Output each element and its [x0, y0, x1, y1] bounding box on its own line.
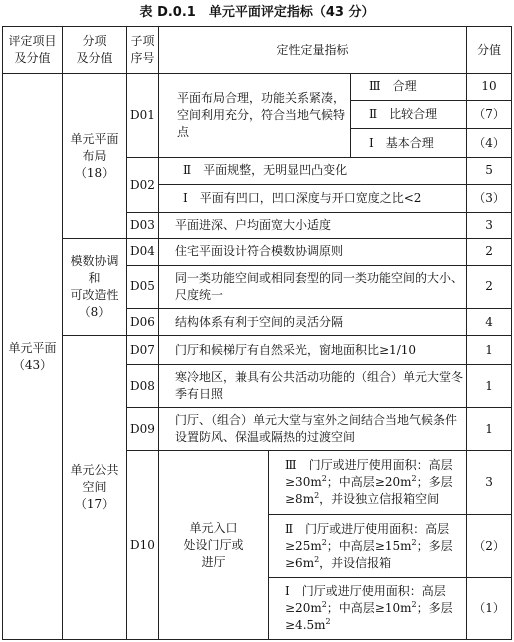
d06-id: D06 [127, 308, 159, 336]
item-cell: 单元平面 （43） [3, 74, 63, 640]
d03-text: 平面进深、户均面宽大小适度 [159, 213, 467, 239]
d06-text: 结构体系有利于空间的灵活分隔 [159, 308, 467, 336]
d07-id: D07 [127, 336, 159, 365]
d10-score-1: （1） [467, 578, 512, 640]
table-row [3, 239, 512, 266]
d03-score: 3 [467, 213, 512, 239]
d10-score-3: 3 [467, 451, 512, 515]
d08-score: 1 [467, 365, 512, 408]
d09-text: 门厅、（组合）单元大堂与室外之间结合当地气候条件设置防风、保温或隔热的过渡空间 [159, 408, 467, 451]
table-caption: 表 D.0.1 单元平面评定指标（43 分） [139, 5, 375, 20]
d01-id: D01 [127, 74, 159, 158]
d08-text: 寒冷地区，兼具有公共活动功能的（组合）单元大堂冬季有日照 [159, 365, 467, 408]
d10-level-1: Ⅰ 门厅或进厅使用面积：高层$\ge 20m^2$；中高层$\ge 10m^2$；多层$\ge 4.5m^2$ [269, 578, 467, 640]
d05-id: D05 [127, 265, 159, 308]
d01-level-2: Ⅱ 比较合理 [351, 100, 467, 129]
d10-sub: 单元入口 处设门厅或 进厅 [159, 451, 269, 640]
d06-score: 4 [467, 308, 512, 336]
d01-level-3: Ⅲ 合理 [351, 74, 467, 101]
d04-score: 2 [467, 239, 512, 266]
header-seq: 子项 序号 [127, 27, 159, 74]
d01-score-1: （4） [467, 129, 512, 158]
d01-level-1: Ⅰ 基本合理 [351, 129, 467, 158]
d07-score: 1 [467, 336, 512, 365]
header-item: 评定项目 及分值 [3, 27, 63, 74]
d02-level-1: Ⅰ 平面有凹口，凹口深度与开口宽度之比<2 [159, 184, 467, 213]
d05-text: 同一类功能空间或相同套型的同一类功能空间的大小、尺度统一 [159, 265, 467, 308]
d01-score-3: 10 [467, 74, 512, 101]
d01-text: 平面布局合理，功能关系紧凑，空间利用充分，符合当地气候特点 [159, 74, 351, 158]
header-score: 分值 [467, 27, 512, 74]
d02-score-1: （3） [467, 184, 512, 213]
d10-score-2: （2） [467, 514, 512, 578]
d05-score: 2 [467, 265, 512, 308]
d10-id: D10 [127, 451, 159, 640]
d08-id: D08 [127, 365, 159, 408]
group-modular: 模数协调 和 可改造性 （8） [63, 239, 127, 336]
table-row [3, 74, 512, 101]
d04-id: D04 [127, 239, 159, 266]
evaluation-table [2, 26, 512, 640]
d07-text: 门厅和候梯厅有自然采光，窗地面积比≥1/10 [159, 336, 467, 365]
d03-id: D03 [127, 213, 159, 239]
d01-score-2: （7） [467, 100, 512, 129]
group-layout: 单元平面 布局 （18） [63, 74, 127, 239]
d02-id: D02 [127, 158, 159, 213]
d10-level-2: Ⅱ 门厅或进厅使用面积：高层$\ge 25m^2$；中高层$\ge 15m^2$；多层$\ge 6m^2$，并设信报箱 [269, 514, 467, 578]
group-public-space: 单元公共 空间 （17） [63, 336, 127, 640]
d02-score-2: 5 [467, 158, 512, 185]
header-row [3, 27, 512, 74]
header-indicator: 定性定量指标 [159, 27, 467, 74]
table-row [3, 336, 512, 365]
d02-level-2: Ⅱ 平面规整，无明显凹凸变化 [159, 158, 467, 185]
d10-level-3: Ⅲ 门厅或进厅使用面积：高层$\ge 30m^2$；中高层$\ge 20m^2$；多层$\ge 8m^2$，并设独立信报箱空间 [269, 451, 467, 515]
d09-score: 1 [467, 408, 512, 451]
d09-id: D09 [127, 408, 159, 451]
header-subitem: 分项 及分值 [63, 27, 127, 74]
d04-text: 住宅平面设计符合模数协调原则 [159, 239, 467, 266]
